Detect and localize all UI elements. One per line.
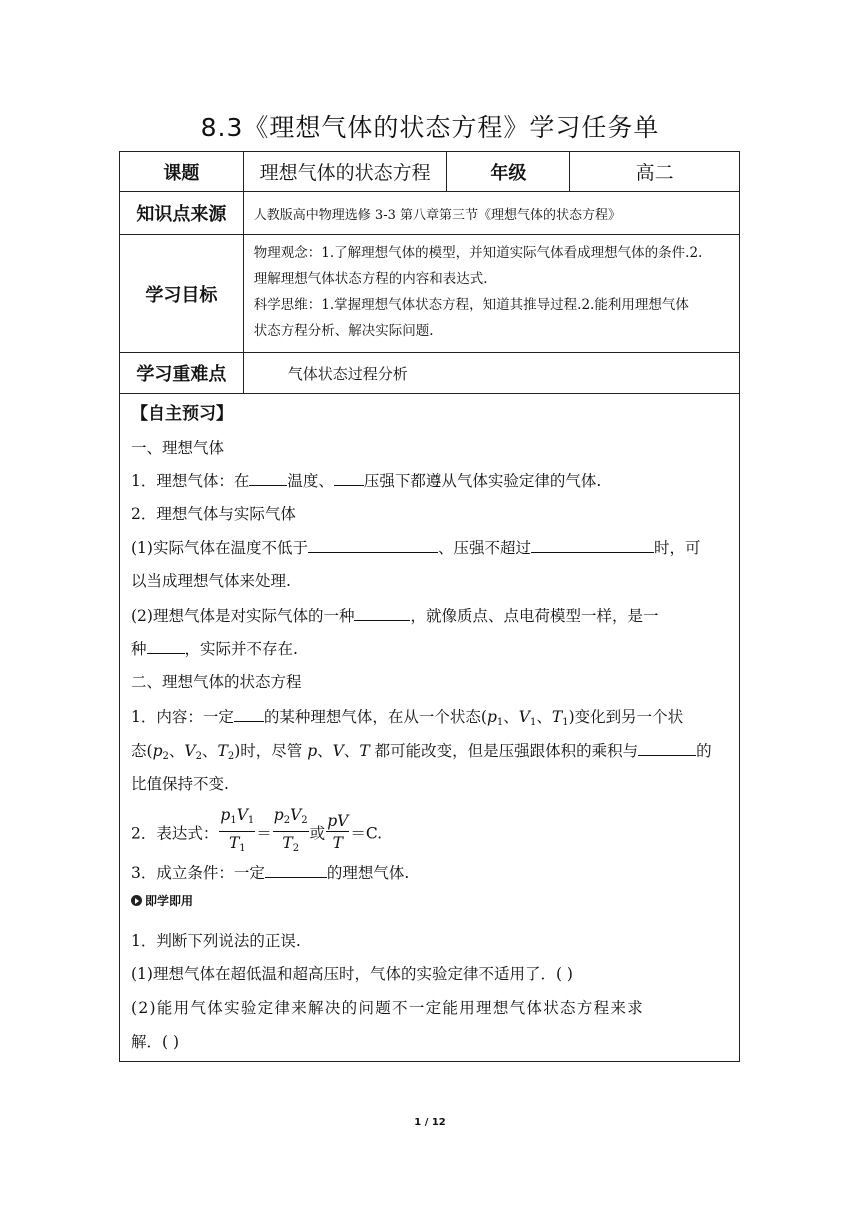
grade-value: 高二 <box>570 152 740 192</box>
page-title: 8.3《理想气体的状态方程》学习任务单 <box>200 113 660 142</box>
formula-fraction: $\frac{p_2V_2}{T_2}$ <box>273 806 308 854</box>
play-icon <box>131 895 142 906</box>
key-value: 气体状态过程分析 <box>243 353 739 394</box>
blank[interactable] <box>249 469 287 486</box>
topic-value: 理想气体的状态方程 <box>243 152 447 192</box>
blank[interactable] <box>354 604 410 621</box>
goals-line: 理解理想气体状态方程的内容和表达式. <box>253 270 488 287</box>
paragraph: 2．理想气体与实际气体 <box>131 505 296 523</box>
question-item: (1)理想气体在超低温和超高压时，气体的实验定律不适用了．( ) <box>131 965 573 983</box>
info-table <box>119 151 740 394</box>
key-label: 学习重难点 <box>120 353 244 394</box>
section-title: 一、理想气体 <box>131 439 225 457</box>
paragraph: 1．理想气体：在 温度、 压强下都遵从气体实验定律的气体. <box>131 469 601 491</box>
blank[interactable] <box>147 637 185 654</box>
blank[interactable] <box>531 536 654 553</box>
paragraph: (2)理想气体是对实际气体的一种 ，就像质点、点电荷模型一样，是一 <box>131 604 734 626</box>
question-item: 解．( ) <box>131 1033 180 1051</box>
goals-line: 科学思维：1.掌握理想气体状态方程，知道其推导过程.2.能利用理想气体 <box>253 296 689 313</box>
blank[interactable] <box>265 861 327 878</box>
practice-badge: 即学即用 <box>131 891 193 909</box>
goals-line: 物理观念：1.了解理想气体的模型，并知道实际气体看成理想气体的条件.2. <box>253 244 703 261</box>
goals-line: 状态方程分析、解决实际问题. <box>253 322 434 339</box>
source-value: 人教版高中物理选修 3-3 第八章第三节《理想气体的状态方程》 <box>243 192 739 235</box>
paragraph: 1．内容：一定 的某种理想气体，在从一个状态($p_1$、$V_1$、$T_1$)变化到另一个状 <box>131 705 734 728</box>
paragraph: (1)实际气体在温度不低于 、压强不超过 时，可 <box>131 536 734 558</box>
page-number: 1 / 12 <box>414 1117 446 1128</box>
goals-label: 学习目标 <box>120 235 244 353</box>
question-item: (2)能用气体实验定律来解决的问题不一定能用理想气体状态方程来求 <box>131 999 645 1017</box>
paragraph: 3．成立条件：一定 的理想气体. <box>131 861 409 883</box>
formula-fraction: $\frac{pV}{T}$ <box>327 812 349 852</box>
formula-fraction: $\frac{p_1V_1}{T_1}$ <box>220 806 255 854</box>
formula-line: 2．表达式： $\frac{p_1V_1}{T_1}$ ＝ $\frac{p_2V_2}{T_2}$ 或 $\frac{pV}{T}$ ＝C. <box>131 805 382 860</box>
paragraph: 以当成理想气体来处理. <box>131 572 291 590</box>
goals-value <box>243 235 739 353</box>
topic-label: 课题 <box>120 152 244 192</box>
paragraph: 1．判断下列说法的正误. <box>131 932 301 950</box>
grade-label: 年级 <box>447 152 570 192</box>
preview-heading: 【自主预习】 <box>131 404 233 424</box>
blank[interactable] <box>638 739 696 756</box>
blank[interactable] <box>308 536 438 553</box>
source-label: 知识点来源 <box>120 192 244 235</box>
blank[interactable] <box>234 705 264 722</box>
paragraph: 种 ，实际并不存在. <box>131 637 298 659</box>
paragraph: 态($p_2$、$V_2$、$T_2$)时，尽管 p、V、T 都可能改变，但是压强跟体积的乘积与 的 <box>131 739 734 762</box>
paragraph: 比值保持不变. <box>131 775 229 793</box>
blank[interactable] <box>334 469 364 486</box>
section-title: 二、理想气体的状态方程 <box>131 673 302 691</box>
